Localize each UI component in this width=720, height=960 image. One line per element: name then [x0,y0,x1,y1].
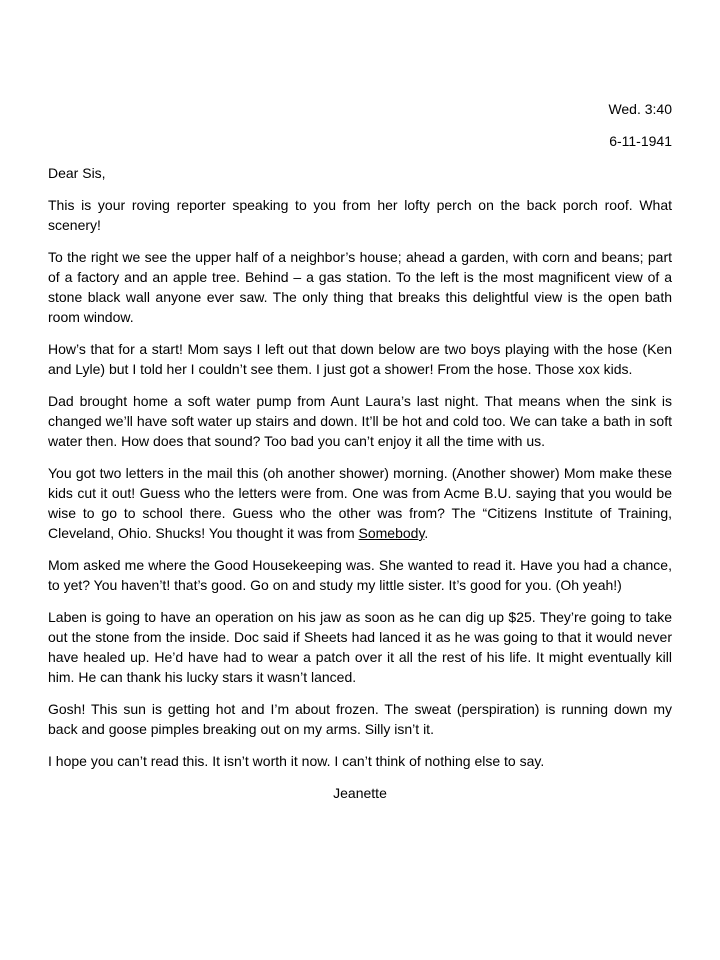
paragraph-text: You got two letters in the mail this (oh another shower) morning. (Another shower) Mom make these kids cut it out! Guess who the letters were from. One was from Acme B.U. saying that you would be wise to go to school there. Guess who the other was from? The “Citizens Institute of Training, Cleveland, Ohio. Shucks! You thought it was from [48,465,672,541]
paragraph: To the right we see the upper half of a neighbor’s house; ahead a garden, with corn and beans; part of a factory and an apple tree. Behind – a gas station. To the left is the most magnificent view of a stone black wall anyone ever saw. The only thing that breaks this delightful view is the open bath room window. [48,249,672,325]
paragraph [48,463,672,543]
salutation: Dear Sis, [48,165,106,181]
paragraph: I hope you can’t read this. It isn’t worth it now. I can’t think of nothing else to say. [48,753,545,769]
letter-time: Wed. 3:40 [608,101,672,117]
signature: Jeanette [333,785,387,801]
paragraph: Gosh! This sun is getting hot and I’m about frozen. The sweat (perspiration) is running down my back and goose pimples breaking out on my arms. Silly isn’t it. [48,701,672,737]
paragraph: Mom asked me where the Good Housekeeping was. She wanted to read it. Have you had a chance, to yet? You haven’t! that’s good. Go on and study my little sister. It’s good for you. (Oh yeah!) [48,557,672,593]
paragraph: How’s that for a start! Mom says I left out that down below are two boys playing with the hose (Ken and Lyle) but I told her I couldn’t see them. I just got a shower! From the hose. Those xox kids. [48,341,672,377]
paragraph: Laben is going to have an operation on his jaw as soon as he can dig up $25. They’re going to take out the stone from the inside. Doc said if Sheets had lanced it as he was going to that it would never have healed up. He’d have had to wear a patch over it all the rest of his life. It might eventually kill him. He can thank his lucky stars it wasn’t lanced. [48,609,672,685]
paragraph: Dad brought home a soft water pump from Aunt Laura’s last night. That means when the sink is changed we’ll have soft water up stairs and down. It’ll be hot and cold too. We can take a bath in soft water then. How does that sound? Too bad you can’t enjoy it all the time with us. [48,393,672,449]
paragraph: This is your roving reporter speaking to you from her lofty perch on the back porch roof. What scenery! [48,197,672,233]
letter-date: 6-11-1941 [609,133,672,149]
letter [48,99,672,815]
underlined-word: Somebody [358,525,425,541]
paragraph-end: . [424,525,429,541]
